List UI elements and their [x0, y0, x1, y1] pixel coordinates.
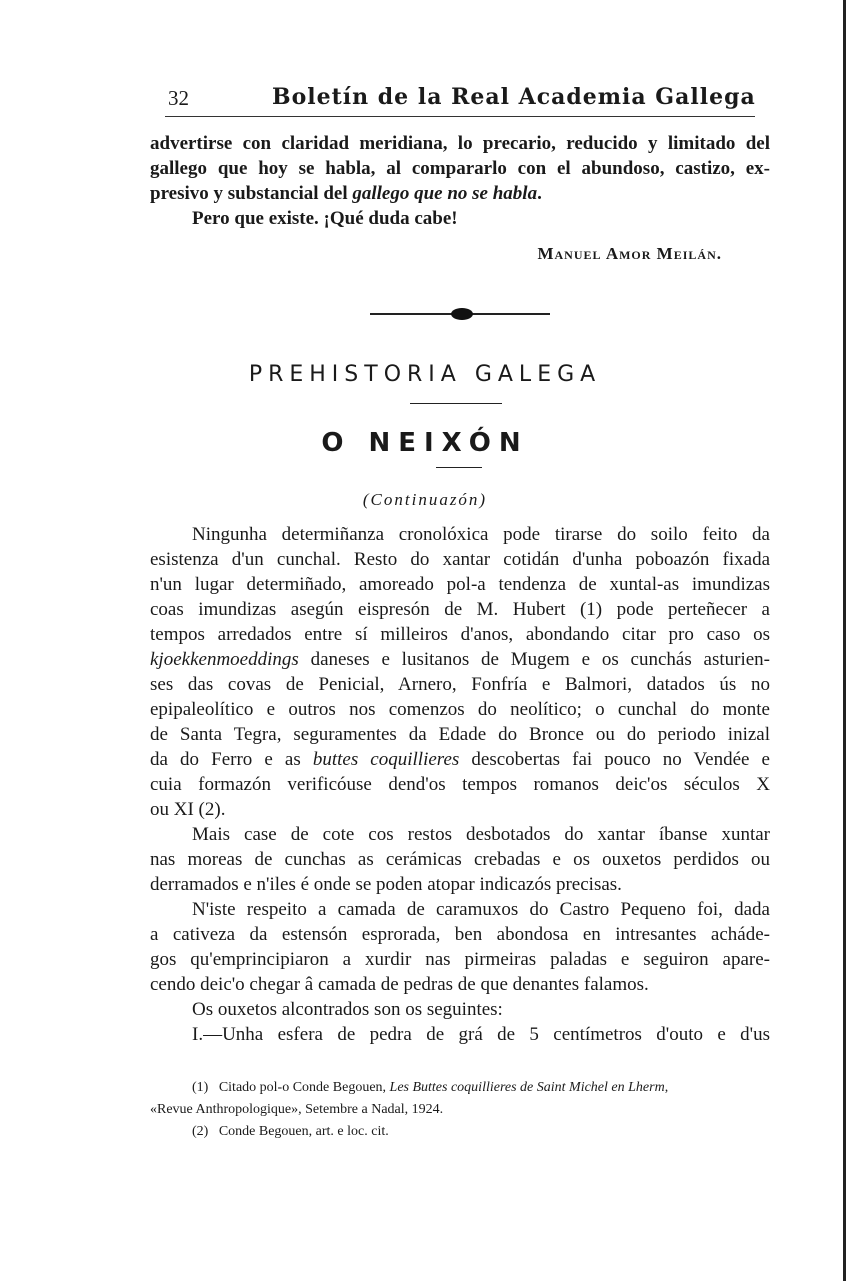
text-line: n'un lugar determiñado, amoreado pol-a tendenza de xuntal-as imundizas [150, 574, 770, 595]
text-segment: . [537, 183, 542, 204]
text-line: N'iste respeito a camada de caramuxos do Castro Pequeno foi, dada [192, 899, 770, 920]
paragraph-5 [150, 1022, 770, 1047]
text-line [150, 647, 770, 672]
page-edge-line [843, 0, 846, 1281]
text-line: cuia formazón verificóuse dend'os tempos romanos deic'os séculos X [150, 774, 770, 795]
text-line: ses das covas de Penicial, Arnero, Fonfría e Balmori, datados ús no [150, 674, 770, 695]
text-line: I.—Unha esfera de pedra de grá de 5 centímetros d'outo e d'us [192, 1024, 770, 1045]
footnote-marker: (1) [192, 1080, 209, 1095]
previous-article-text [150, 131, 770, 231]
footnote-2 [150, 1121, 790, 1143]
text-segment: Citado pol-o Conde Begouen, [218, 1080, 390, 1095]
paragraph-3 [150, 897, 770, 997]
text-segment: Conde Begouen, art. e loc. cit. [218, 1124, 389, 1139]
ornament-diamond [451, 308, 473, 320]
paragraph-4 [150, 997, 770, 1022]
text-line: nas moreas de cunchas as cerámicas crebadas e os ouxetos perdidos ou [150, 849, 770, 870]
continuation-subtitle: (Continuazón) [362, 490, 488, 509]
text-line [150, 747, 770, 772]
section-title: PREHISTORIA GALEGA [248, 362, 602, 387]
text-line: gallego que hoy se habla, al compararlo con el abundoso, castizo, ex- [150, 158, 770, 179]
text-line: Mais case de cote cos restos desbotados do xantar íbanse xuntar [192, 824, 770, 845]
text-segment: da do Ferro e as [150, 749, 313, 770]
text-line: coas imundizas asegún eispresón de M. Hubert (1) pode perteñecer a [150, 599, 770, 620]
page-number: 32 [168, 86, 189, 110]
text-line: a cativeza da estensón esprorada, ben abondosa en intresantes achádе- [150, 924, 770, 945]
text-line: tempos arredados entre sí milleiros d'anos, abondando citar pro caso os [150, 624, 770, 645]
text-line: epipaleolítico e outros nos comenzos do neolítico; o cunchal do monte [150, 699, 770, 720]
closing-line: Pero que existe. ¡Qué duda cabe! [192, 208, 458, 229]
paragraph-1 [150, 522, 770, 822]
text-line: gos qu'emprincipiaron a xurdir nas pirmeiras paladas e seguiron apare- [150, 949, 770, 970]
text-line: derramados e n'iles é onde se poden atopar indicazós precisas. [150, 874, 622, 895]
running-title: Boletín de la Real Academia Gallega [272, 84, 756, 110]
text-segment: daneses e lusitanos de Mugem e os cunchás asturien- [298, 649, 770, 670]
text-segment: descobertas fai pouco no Vendée e [459, 749, 770, 770]
text-segment: , [664, 1080, 669, 1095]
text-line: esistenza d'un cunchal. Resto do xantar cotidán d'unha poboazón fixada [150, 549, 770, 570]
italic-phrase: gallego que no se habla [352, 183, 538, 204]
footnote-1 [150, 1077, 790, 1099]
italic-term: kjoekkenmoeddings [150, 649, 299, 670]
article-title: O NEIXÓN [321, 428, 529, 458]
title-rule [410, 403, 502, 404]
text-line [150, 181, 770, 206]
italic-term: buttes coquillieres [312, 749, 460, 770]
footnote-marker: (2) [192, 1124, 209, 1139]
author-signature: Manuel Amor Meilán. [537, 244, 722, 263]
title-rule [436, 467, 482, 468]
footnotes [150, 1077, 790, 1143]
text-line: cendo deic'o chegar â camada de pedras de que denantes falamos. [150, 974, 649, 995]
text-line: Os ouxetos alcontrados son os seguintes: [192, 999, 503, 1020]
footnote-1-continuation: «Revue Anthropologique», Setembre a Nadal, 1924. [150, 1102, 444, 1117]
text-line: Ningunha determiñanza cronolóxica pode tirarse do soilo feito da [192, 524, 770, 545]
italic-title: Les Buttes coquillieres de Saint Michel en Lherm [389, 1080, 665, 1095]
paragraph-2 [150, 822, 770, 897]
text-line: ou XI (2). [150, 799, 226, 820]
header-rule [165, 116, 755, 117]
text-line: de Santa Tegra, seguramentes da Edade do Bronce ou do periodo inizal [150, 724, 770, 745]
text-segment: presivo y substancial del [150, 183, 353, 204]
text-line: advertirse con claridad meridiana, lo precario, reducido y limitado del [150, 133, 770, 154]
